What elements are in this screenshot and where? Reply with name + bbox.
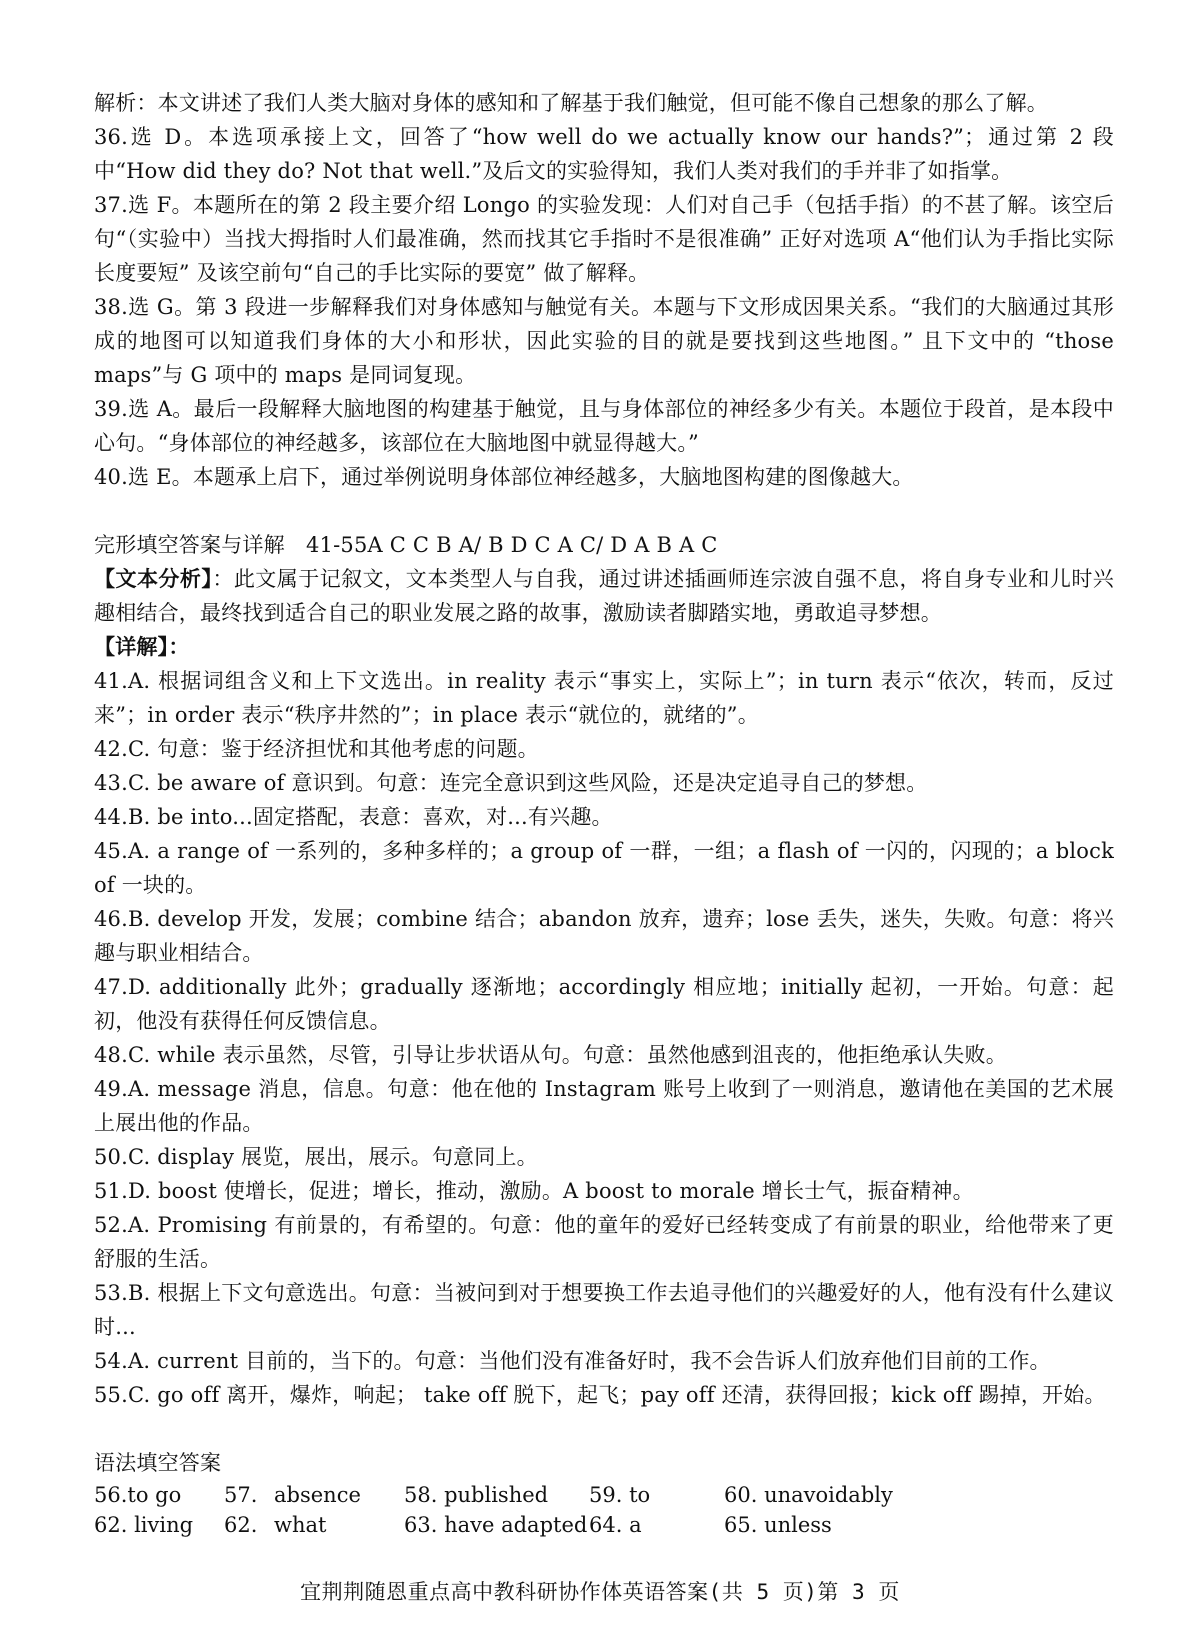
grammar-cell: 64. a	[589, 1513, 642, 1537]
cloze-item-43: 43.C. be aware of 意识到。句意：连完全意识到这些风险，还是决定追寻自己的梦想。	[94, 771, 928, 795]
reading-intro: 解析：本文讲述了我们人类大脑对身体的感知和了解基于我们触觉，但可能不像自己想象的那么了解。	[94, 91, 1048, 115]
cloze-analysis	[94, 562, 1114, 630]
grammar-cell: 60. unavoidably	[724, 1483, 893, 1507]
grammar-row	[94, 1480, 1114, 1510]
cloze-item-52: 52.A. Promising 有前景的，有希望的。句意：他的童年的爱好已经转变成了有前景的职业，给他带来了更舒服的生活。	[94, 1213, 1114, 1271]
reading-item-36: 36.选 D。本选项承接上文，回答了“how well do we actually know our hands?”；通过第 2 段中“How did they do? Not that well.”及后文的实验得知，我们人类对我们的手并非了如指掌。	[94, 125, 1114, 183]
page-footer: 宜荆荆随恩重点高中教科研协作体英语答案(共 5 页)第 3 页	[300, 1580, 900, 1604]
reading-item-37: 37.选 F。本题所在的第 2 段主要介绍 Longo 的实验发现：人们对自己手（包括手指）的不甚了解。该空后句“（实验中）当找大拇指时人们最准确，然而找其它手指时不是很准确” 正好对选项 A“他们认为手指比实际长度要短” 及该空前句“自己的手比实际的要宽” 做了解释。	[94, 193, 1114, 285]
reading-item-40: 40.选 E。本题承上启下，通过举例说明身体部位神经越多，大脑地图构建的图像越大。	[94, 465, 914, 489]
grammar-cell: 65. unless	[724, 1513, 832, 1537]
grammar-cell: 58. published	[404, 1483, 549, 1507]
cloze-detail-heading	[94, 630, 1114, 664]
grammar-row	[94, 1510, 1114, 1540]
cloze-item-47: 47.D. additionally 此外；gradually 逐渐地；accordingly 相应地；initially 起初，一开始。句意：起初，他没有获得任何反馈信息。	[94, 975, 1114, 1033]
grammar-header: 语法填空答案	[94, 1451, 222, 1475]
reading-item-38: 38.选 G。第 3 段进一步解释我们对身体感知与触觉有关。本题与下文形成因果关系。“我们的大脑通过其形成的地图可以知道我们身体的大小和形状，因此实验的目的就是要找到这些地图。” 且下文中的 “those maps”与 G 项中的 maps 是同词复现。	[94, 295, 1114, 387]
cloze-item-51: 51.D. boost 使增长，促进；增长，推动，激励。A boost to morale 增长士气，振奋精神。	[94, 1179, 974, 1203]
grammar-cell: 57.	[224, 1483, 258, 1507]
cloze-item-46: 46.B. develop 开发，发展；combine 结合；abandon 放弃，遗弃；lose 丢失，迷失，失败。句意：将兴趣与职业相结合。	[94, 907, 1114, 965]
detail-label: 【详解】	[94, 634, 169, 659]
section-gap	[94, 494, 1114, 528]
cloze-item-50: 50.C. display 展览，展出，展示。句意同上。	[94, 1145, 538, 1169]
analysis-label: 【文本分析】	[94, 566, 213, 591]
cloze-item-54: 54.A. current 目前的，当下的。句意：当他们没有准备好时，我不会告诉人们放弃他们目前的工作。	[94, 1349, 1051, 1373]
grammar-cell-pair	[224, 1480, 404, 1510]
grammar-cell-pair	[224, 1510, 404, 1540]
grammar-cell: what	[274, 1513, 327, 1537]
grammar-cell: 56.to go	[94, 1483, 182, 1507]
grammar-cell: 62.	[224, 1513, 258, 1537]
cloze-item-44: 44.B. be into...固定搭配，表意：喜欢，对...有兴趣。	[94, 805, 613, 829]
cloze-item-41: 41.A. 根据词组含义和上下文选出。in reality 表示“事实上，实际上”；in turn 表示“依次，转而，反过来”；in order 表示“秩序井然的”；in place 表示“就位的，就绪的”。	[94, 669, 1114, 727]
section-gap	[94, 1412, 1114, 1446]
answer-page	[94, 86, 1114, 1540]
grammar-cell: 62. living	[94, 1513, 194, 1537]
grammar-cell: 59. to	[589, 1483, 651, 1507]
grammar-cell: absence	[274, 1483, 361, 1507]
reading-item-39: 39.选 A。最后一段解释大脑地图的构建基于触觉，且与身体部位的神经多少有关。本题位于段首，是本段中心句。“身体部位的神经越多，该部位在大脑地图中就显得越大。”	[94, 397, 1114, 455]
cloze-item-53: 53.B. 根据上下文句意选出。句意：当被问到对于想要换工作去追寻他们的兴趣爱好的人，他有没有什么建议时...	[94, 1281, 1114, 1339]
grammar-cell: 63. have adapted	[404, 1513, 588, 1537]
cloze-item-55: 55.C. go off 离开，爆炸，响起； take off 脱下，起飞；pay off 还清，获得回报；kick off 踢掉，开始。	[94, 1383, 1106, 1407]
cloze-item-49: 49.A. message 消息，信息。句意：他在他的 Instagram 账号上收到了一则消息，邀请他在美国的艺术展上展出他的作品。	[94, 1077, 1114, 1135]
cloze-item-48: 48.C. while 表示虽然，尽管，引导让步状语从句。句意：虽然他感到沮丧的，他拒绝承认失败。	[94, 1043, 1007, 1067]
detail-colon: ：	[168, 634, 190, 659]
cloze-item-42: 42.C. 句意：鉴于经济担忧和其他考虑的问题。	[94, 737, 539, 761]
cloze-header: 完形填空答案与详解 41-55A C C B A/ B D C A C/ D A B A C	[94, 533, 718, 557]
cloze-item-45: 45.A. a range of 一系列的，多种多样的；a group of 一群，一组；a flash of 一闪的，闪现的；a block of 一块的。	[94, 839, 1114, 897]
analysis-text: ：此文属于记叙文，文本类型人与自我，通过讲述插画师连宗波自强不息，将自身专业和儿时兴趣相结合，最终找到适合自己的职业发展之路的故事，激励读者脚踏实地，勇敢追寻梦想。	[94, 567, 1115, 625]
